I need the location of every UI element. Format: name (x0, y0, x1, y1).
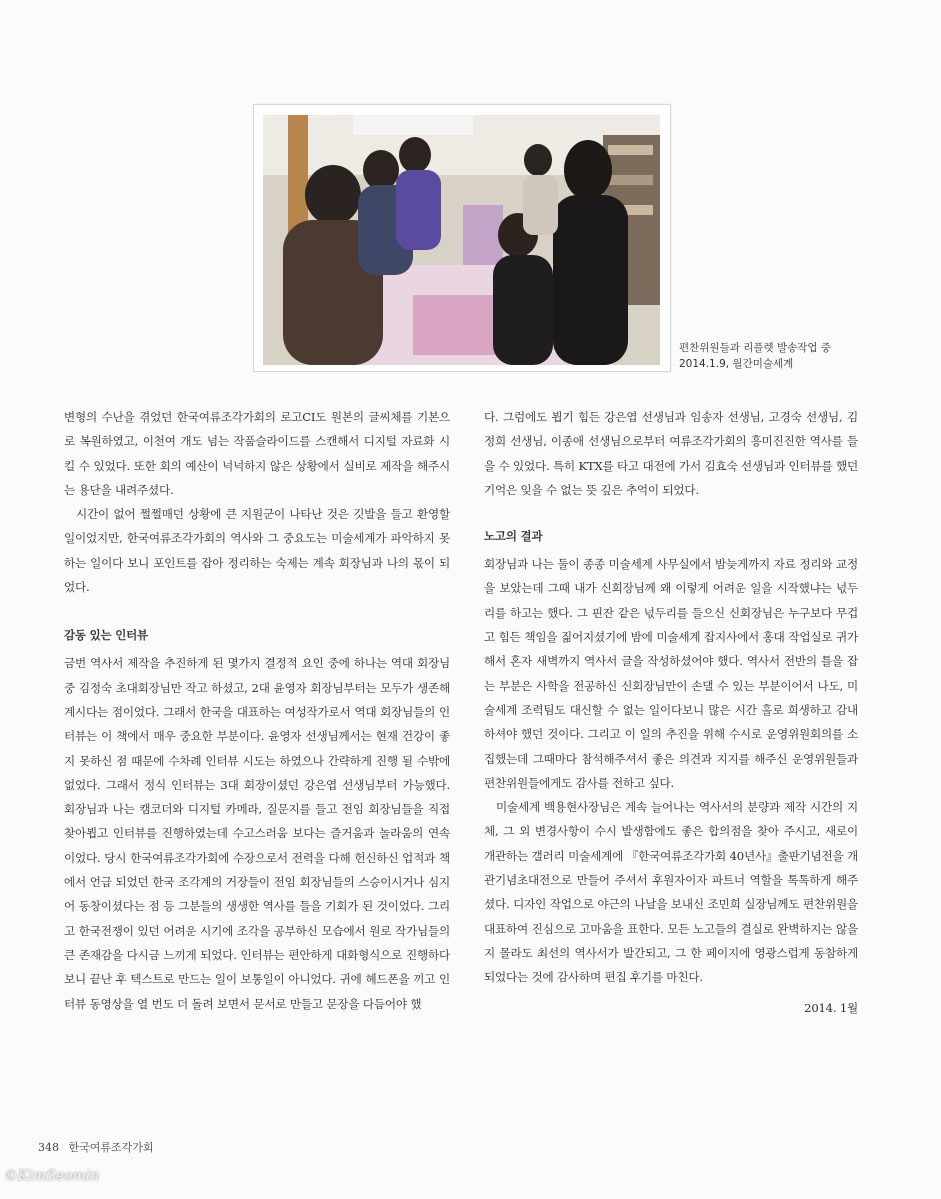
right-column (484, 405, 858, 1020)
publication-name: 한국여류조각가회 (68, 1141, 154, 1154)
photo-illustration (263, 115, 660, 365)
paragraph: 다. 그럼에도 뵙기 힘든 강은엽 선생님과 임송자 선생님, 고경숙 선생님, 김정희 선생님, 이종애 선생님으로부터 여류조각가회의 흥미진진한 역사를 들을 수 있었다. 특히 KTX를 타고 대전에 가서 김효숙 선생님과 인터뷰를 했던 기억은 잊을 수 없는 뜻 깊은 추억이 되었다. (484, 410, 858, 497)
page-number: 348 (38, 1141, 59, 1154)
section-heading: 노고의 결과 (484, 529, 543, 544)
paragraph: 미술세계 백용현사장님은 계속 늘어나는 역사서의 분량과 제작 시간의 지체, 그 외 변경사항이 수시 발생함에도 좋은 합의점을 찾아 주시고, 새로이 개관하는 갤러리 미술세계에 『한국여류조각가회 40년사』출판기념전을 개관기념초대전으로 만들어 주셔서 후원자이자 파트너 역할을 톡톡하게 해주셨다. 디자인 작업으로 야근의 나날을 보내신 조민희 실장님께도 편찬위원을 대표하여 진심으로 고마움을 표한다. 모든 노고들의 결실로 완벽하지는 않을지 몰라도 최선의 역사서가 발간되고, 그 한 페이지에 영광스럽게 동참하게 되었다는 것에 감사하며 편집 후기를 마친다. (484, 800, 858, 985)
caption-date: 2014.1.9, 월간미술세계 (679, 358, 794, 370)
group-photo (263, 115, 660, 365)
caption-line: 편찬위원들과 리플렛 발송작업 중 (679, 342, 832, 354)
paragraph: 회장님과 나는 둘이 종종 미술세계 사무실에서 밤늦게까지 자료 정리와 교정을 보았는데 그때 내가 신회장님께 왜 이렇게 어려운 일을 시작했냐는 넋두리를 하고는 했다. 그 핀잔 같은 넋두리를 들으신 신회장님은 누구보다 무겁고 힘든 책임을 짊어지셨기에 밤에 미술세계 잡지사에서 홍대 작업실로 귀가해서 혼자 새벽까지 역사서 글을 작성하셨어야 했다. 역사서 전반의 틀을 잡는 부분은 사학을 전공하신 신회장님만이 손댈 수 있는 부분이어서 나도, 미술세계 조력팀도 대신할 수 없는 일이다보니 많은 시간 홀로 희생하고 감내하셔야 했던 것이다. 그리고 이 일의 추진을 위해 수시로 운영위원회의를 소집했는데 그때마다 참석해주셔서 좋은 의견과 지지를 해주신 운영위원들과 편찬위원들에게도 감사를 전하고 싶다. (484, 557, 858, 790)
photo-frame (253, 104, 671, 372)
left-column (64, 405, 450, 1016)
watermark: ©KimSeomin (4, 1168, 100, 1184)
page-footer (38, 1139, 154, 1155)
photo-caption (679, 340, 831, 372)
paragraph: 변형의 수난을 겪었던 한국여류조각가회의 로고CI도 원본의 글씨체를 기본으로 복원하였고, 이천여 개도 넘는 작품슬라이드를 스캔해서 디지털 자료화 시킬 수 있었다. 또한 회의 예산이 넉넉하지 않은 상황에서 실비로 제작을 해주시는 용단을 내려주셨다. (64, 410, 450, 497)
date-line: 2014. 1월 (804, 1000, 858, 1015)
paragraph: 시간이 없어 쩔쩔매던 상황에 큰 지원군이 나타난 것은 깃발을 들고 환영할 일이었지만, 한국여류조각가회의 역사와 그 중요도는 미술세계가 파악하지 못하는 일이다 보니 포인트를 잡아 정리하는 숙제는 계속 회장님과 나의 몫이 되었다. (64, 507, 450, 595)
paragraph: 금번 역사서 제작을 추진하게 된 몇가지 결정적 요인 중에 하나는 역대 회장님 중 김정숙 초대회장님만 작고 하셨고, 2대 윤영자 회장님부터는 모두가 생존해 계시다는 점이었다. 그래서 한국을 대표하는 여성작가로서 역대 회장님들의 인터뷰는 이 책에서 매우 중요한 부분이다. 윤영자 선생님께서는 현재 건강이 좋지 못하신 점 때문에 수차례 인터뷰 시도는 하였으나 간략하게 진행 될 수밖에 없었다. 그래서 정식 인터뷰는 3대 회장이셨던 강은엽 선생님부터 가능했다. 회장님과 나는 캠코더와 디지털 카메라, 질문지를 들고 전임 회장님들을 직접 찾아뵙고 인터뷰를 진행하였는데 수고스러움 보다는 즐거움과 놀라움의 연속이었다. 당시 한국여류조각가회에 수장으로서 전력을 다해 헌신하신 업적과 책에서 언급 되었던 한국 조각계의 거장들이 전임 회장님들의 스승이시거나 심지어 동창이셨다는 점 등 그분들의 생생한 역사를 들을 기회가 된 것이었다. 그리고 한국전쟁이 있던 어려운 시기에 조각을 공부하신 모습에서 원로 작가님들의 큰 존재감을 다시금 느끼게 되었다. 인터뷰는 편안하게 대화형식으로 진행하다보니 끝난 후 텍스트로 만드는 일이 보통일이 아니었다. 귀에 헤드폰을 끼고 인터뷰 동영상을 열 번도 더 돌려 보면서 문서로 만들고 문장을 다듬어야 했 (64, 656, 450, 1011)
section-heading: 감동 있는 인터뷰 (64, 628, 148, 643)
